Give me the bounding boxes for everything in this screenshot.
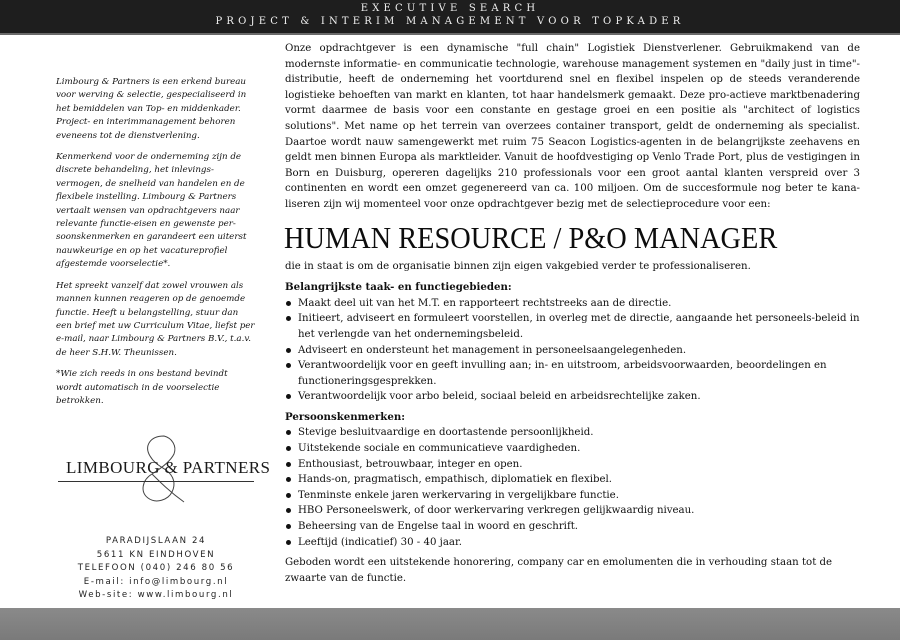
profile-text: Beheersing van de Engelse taal in woord en geschrift. <box>298 521 579 533</box>
agency-description <box>56 76 256 416</box>
bullet-icon <box>286 394 291 399</box>
address-street: PARADIJSLAAN 24 <box>105 536 207 546</box>
list-item <box>285 389 860 405</box>
profile-text: Leeftijd (indicatief) 30 - 40 jaar. <box>298 536 462 548</box>
job-subtitle: die in staat is om de organisatie binnen zijn eigen vakgebied verder te professionaliseren. <box>285 260 751 272</box>
tasks-heading: Belangrijkste taak- en functiegebieden: <box>285 281 512 294</box>
bullet-icon <box>286 348 291 353</box>
header-banner <box>0 0 900 35</box>
job-title: HUMAN RESOURCE / P&O MANAGER <box>284 220 778 255</box>
task-text: Verantwoordelijk voor en geeft invulling aan; in- en uitstroom, arbeidsvoorwaarden, beoordelingen en functioneringsgesprekken. <box>298 360 827 387</box>
address-phone: TELEFOON (040) 246 80 56 <box>77 563 235 573</box>
profile-text: HBO Personeelswerk, of door werkervaring verkregen gelijkwaardig niveau. <box>298 505 695 517</box>
profile-text: Hands-on, pragmatisch, empathisch, diplomatiek en flexibel. <box>298 474 613 486</box>
header-tagline-bottom: PROJECT & INTERIM MANAGEMENT VOOR TOPKADER <box>215 16 685 27</box>
footer-banner <box>0 608 900 640</box>
bullet-icon <box>286 462 291 467</box>
list-item <box>285 358 860 389</box>
profile-text: Tenminste enkele jaren werkervaring in vergelijkbare functie. <box>298 489 619 501</box>
bullet-icon <box>286 493 291 498</box>
profile-list <box>285 425 860 550</box>
list-item <box>285 296 860 312</box>
bullet-icon <box>286 316 291 321</box>
bullet-icon <box>286 540 291 545</box>
logo-underline <box>58 481 254 482</box>
list-item <box>285 425 860 441</box>
task-text: Maakt deel uit van het M.T. en rapporteert rechtstreeks aan de directie. <box>298 297 672 309</box>
list-item <box>285 457 860 473</box>
contact-address <box>56 535 256 603</box>
task-text: Adviseert en ondersteunt het management in personeelsaangelegenheden. <box>298 344 687 356</box>
agency-paragraph: Het spreekt vanzelf dat zowel vrouwen als mannen kunnen reageren op de genoemde functie. Heeft u belangstelling, stuur dan een brief met uw Curriculum Vitae, liefst per e-mail, naar Limbourg & Partners B.V., t.a.v. de heer S.H.W. Theunissen. <box>56 280 255 358</box>
agency-footnote: *Wie zich reeds in ons bestand bevindt wordt automatisch in de voorselectie betrokken. <box>56 369 228 406</box>
bullet-icon <box>286 430 291 435</box>
address-email: E-mail: info@limbourg.nl <box>83 576 229 587</box>
bullet-icon <box>286 446 291 451</box>
bullet-icon <box>286 524 291 529</box>
list-item <box>285 488 860 504</box>
bullet-icon <box>286 301 291 306</box>
list-item <box>285 535 860 551</box>
list-item <box>285 472 860 488</box>
list-item <box>285 311 860 342</box>
bullet-icon <box>286 477 291 482</box>
vacancy-body <box>285 41 860 586</box>
task-text: Verantwoordelijk voor arbo beleid, sociaal beleid en arbeidsrechtelijke zaken. <box>298 391 701 403</box>
profile-text: Stevige besluitvaardige en doortastende persoonlijkheid. <box>298 427 594 439</box>
agency-paragraph: Kenmerkend voor de onderneming zijn de discrete behandeling, het inlevings-vermogen, de snelheid van handelen en de flexibele instelling. Limbourg & Partners vertaalt wensen van opdrachtgevers naar relevante functie-eisen en gewenste per-soonskenmerken en garandeert een uiterst nauwkeurige en op het vacatureprofiel afgestemde voorselectie*. <box>56 152 247 270</box>
header-tagline-top: EXECUTIVE SEARCH <box>360 3 540 14</box>
list-item <box>285 441 860 457</box>
list-item <box>285 503 860 519</box>
bullet-icon <box>286 363 291 368</box>
company-logo <box>52 430 271 510</box>
profile-text: Enthousiast, betrouwbaar, integer en open. <box>298 458 523 470</box>
profile-text: Uitstekende sociale en communicatieve vaardigheden. <box>298 443 581 455</box>
address-city: 5611 KN EINDHOVEN <box>96 549 216 560</box>
bullet-icon <box>286 508 291 513</box>
task-text: Initieert, adviseert en formuleert voorstellen, in overleg met de directie, aangaande het personeels-beleid in het verlengde van het ondernemingsbeleid. <box>298 313 860 340</box>
tasks-list <box>285 296 860 405</box>
list-item <box>285 343 860 359</box>
address-website: Web-site: www.limbourg.nl <box>78 590 234 600</box>
company-intro: Onze opdrachtgever is een dynamische "full chain" Logistiek Dienstverlener. Gebruikmakend van de modernste informatie- en communicatie technologie, warehouse management systemen en "daily just in time"- distributie, heeft de onderneming het voortdurend snel en flexibel inspelen op de steeds veranderende logistieke behoeften van markt en klanten, tot haar handelsmerk gemaakt. Deze pro-actieve marktbenadering vormt daarmee de basis voor een constante en gestage groei en een positie als "architect of logistics solutions". Met name op het terrein van overzees container transport, geldt de onderneming als specialist. Daartoe wordt nauw samengewerkt met ruim 75 Seacon Logistics-agenten in de belangrijkste zeehavens en geldt men binnen Europa als marktleider. Vanuit de hoofdvestiging op Venlo Trade Port, plus de vestigingen in Born en Duisburg, opereren dagelijks 210 professionals voor een groot aantal klanten verspreid over 3 continenten en wordt een omzet gegenereerd van ca. 100 miljoen. Om de succesformule nog beter te kana-liseren zijn wij momenteel voor onze opdrachtgever bezig met de selectieprocedure voor een: <box>285 43 860 210</box>
agency-paragraph: Limbourg & Partners is een erkend bureau voor werving & selectie, gespecialiseerd in het bemiddelen van Top- en middenkader. Project- en interimmanagement behoren eveneens tot de dienstverlening. <box>56 77 247 141</box>
profile-heading: Persoonskenmerken: <box>285 410 405 423</box>
closing-offer: Geboden wordt een uitstekende honorering, company car en emolumenten die in verhouding staan tot de zwaarte van de functie. <box>285 557 833 584</box>
logo-wordmark: LIMBOURG & PARTNERS <box>66 458 271 477</box>
list-item <box>285 519 860 535</box>
